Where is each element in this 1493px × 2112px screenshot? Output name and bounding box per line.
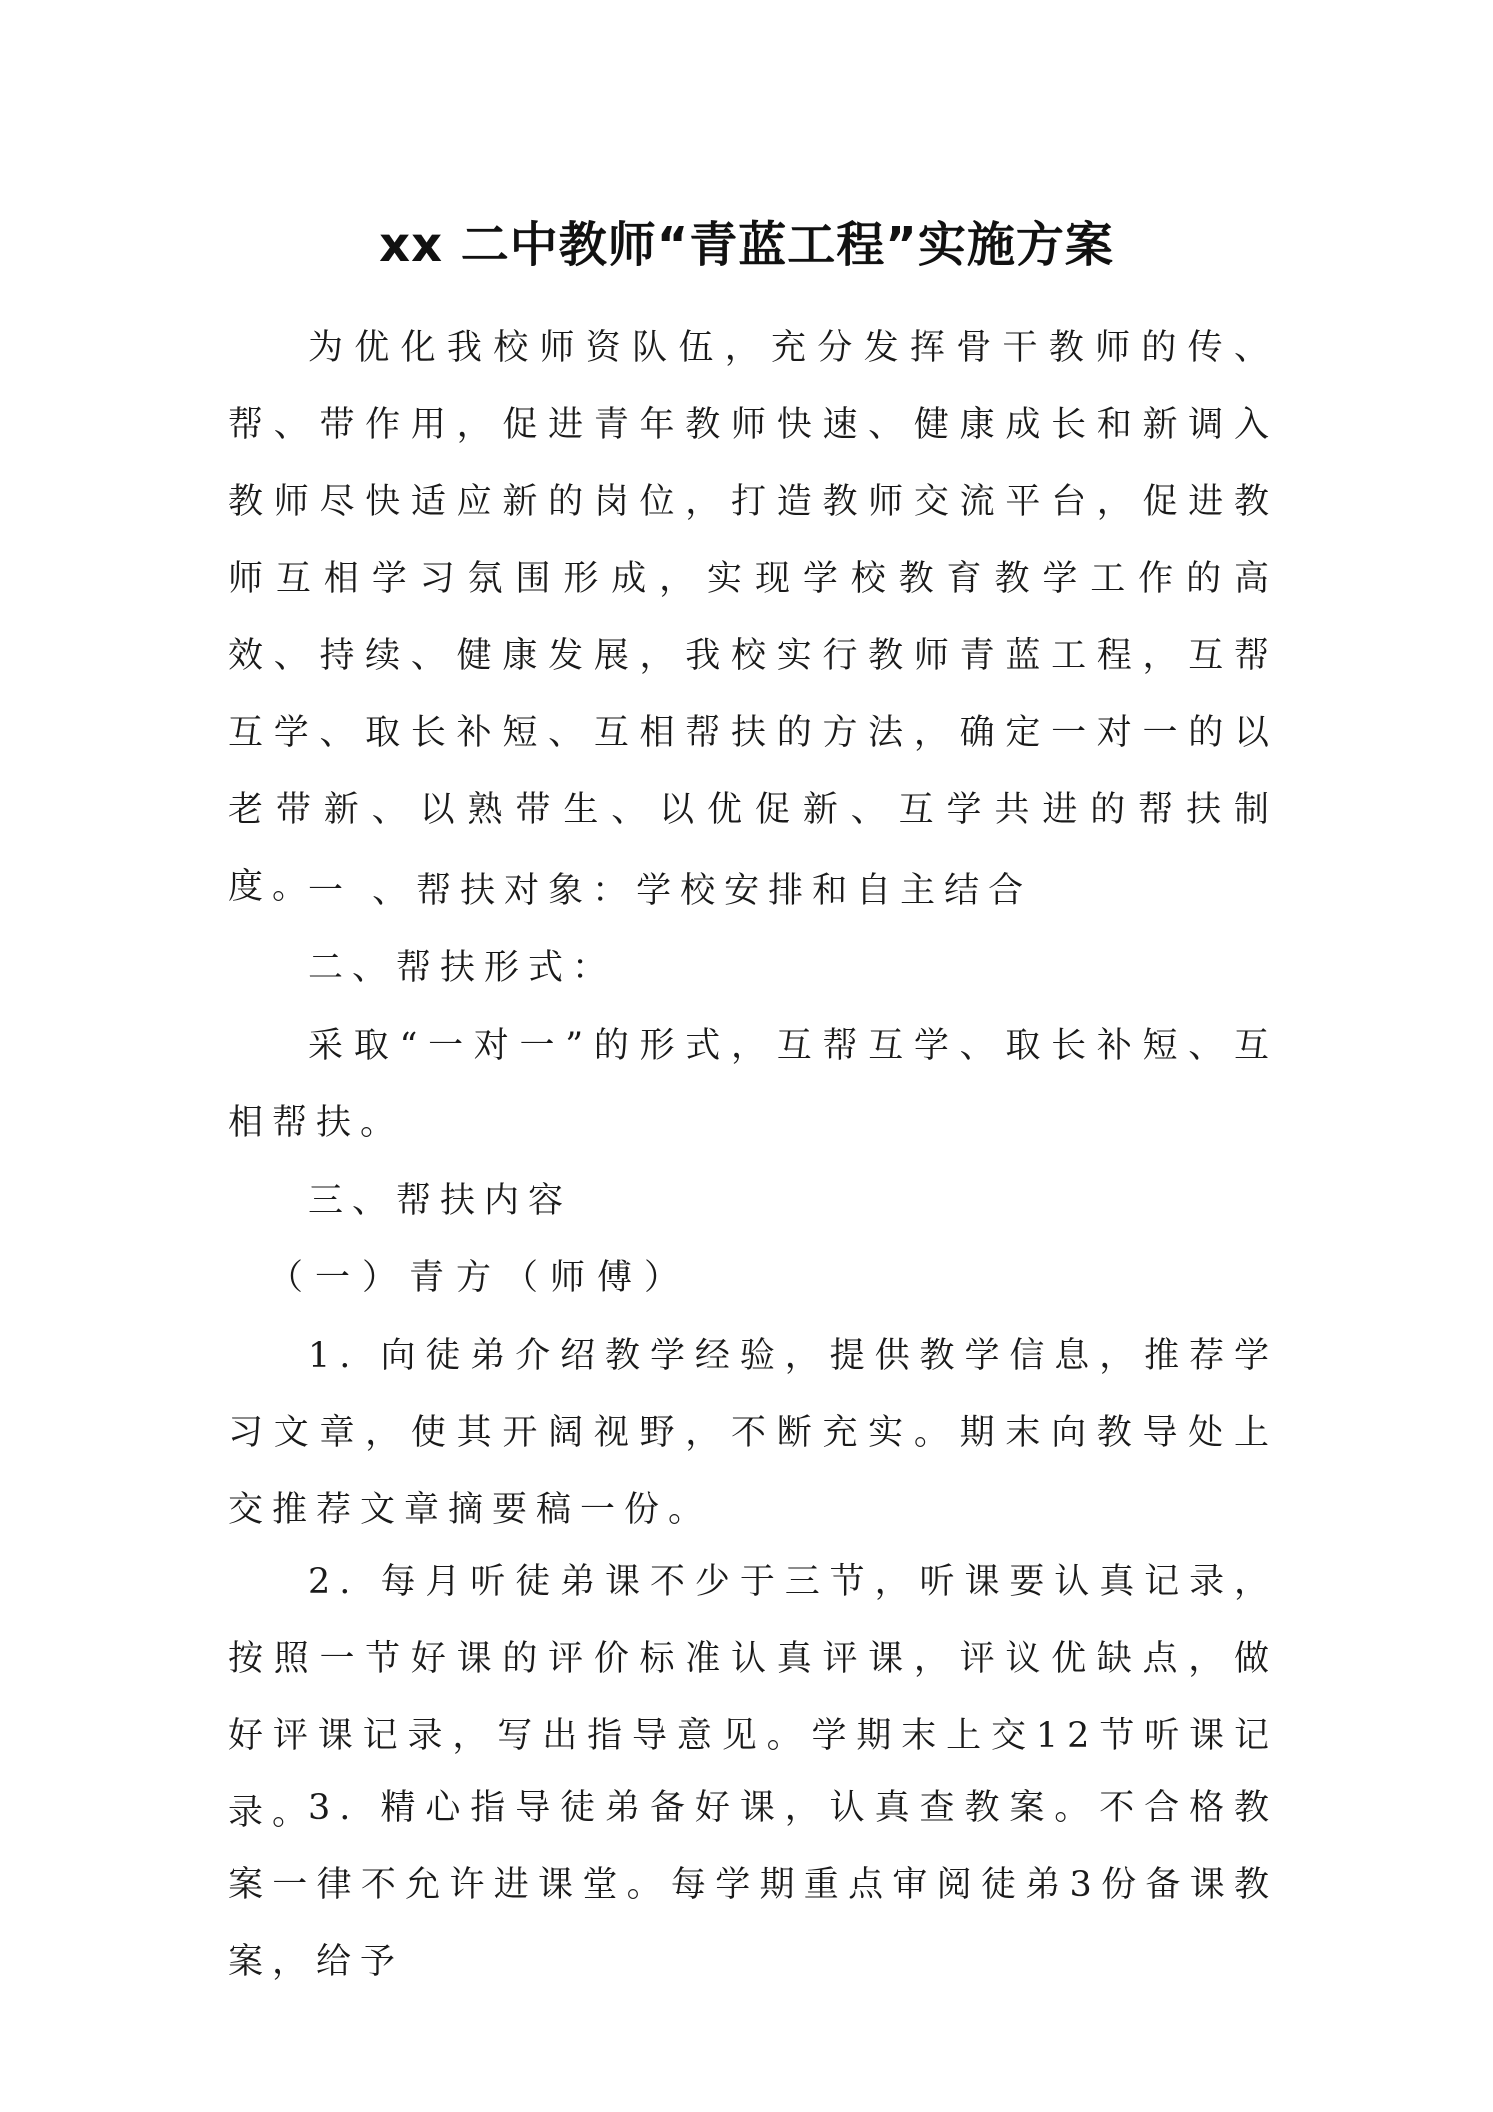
section-2-paragraph: 采取“一对一”的形式，互帮互学、取长补短、互相帮扶。 — [228, 1026, 1278, 1143]
document-title: xx 二中教师“青蓝工程”实施方案 — [379, 217, 1114, 273]
list-item-1: 1. 向徒弟介绍教学经验，提供教学信息，推荐学习文章，使其开阔视野，不断充实。期末向教导处上交推荐文章摘要稿一份。 — [228, 1336, 1278, 1530]
list-item-3: 3. 精心指导徒弟备好课，认真查教案。不合格教案一律不允许进课堂。每学期重点审阅徒弟3份备课教案，给予 — [228, 1788, 1278, 1982]
section-heading-1: 一 、帮扶对象：学校安排和自主结合 — [308, 871, 1033, 911]
subsection-heading-1: （一）青方（师傅） — [268, 1258, 692, 1298]
intro-paragraph: 为优化我校师资队伍，充分发挥骨干教师的传、帮、带作用，促进青年教师快速、健康成长和新调入教师尽快适应新的岗位，打造教师交流平台，促进教师互相学习氛围形成，实现学校教育教学工作的高效、持续、健康发展，我校实行教师青蓝工程，互帮互学、取长补短、互相帮扶的方法，确定一对一的以老带新、以熟带生、以优促新、互学共进的帮扶制度。 — [228, 328, 1278, 907]
section-heading-2: 二、帮扶形式： — [308, 948, 617, 988]
list-item-2: 2. 每月听徒弟课不少于三节，听课要认真记录，按照一节好课的评价标准认真评课，评议优缺点，做好评课记录，写出指导意见。学期末上交12节听课记录。 — [228, 1562, 1278, 1833]
section-heading-3: 三、帮扶内容 — [308, 1181, 573, 1221]
